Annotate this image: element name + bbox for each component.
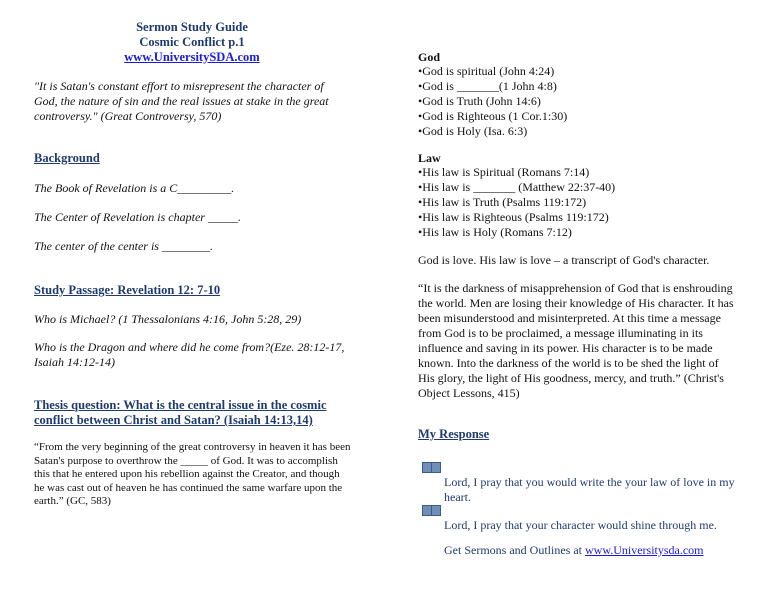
response-item-1: [422, 457, 742, 505]
god-item: •God is Truth (John 14:6): [418, 94, 541, 108]
study-item-2: Who is the Dragon and where did he come from?(Eze. 28:12-17, Isaiah 14:12-14): [34, 340, 345, 369]
background-heading: Background: [34, 151, 100, 165]
study-item-1: Who is Michael? (1 Thessalonians 4:16, John 5:28, 29): [34, 312, 302, 326]
law-item: •His law is Righteous (Psalms 119:172): [418, 210, 609, 224]
book-icon: [422, 504, 440, 515]
law-item: •His law is _______ (Matthew 22:37-40): [418, 180, 616, 194]
header-url-link[interactable]: www.UniversitySDA.com: [124, 50, 260, 64]
god-list: [418, 64, 748, 139]
background-item-1: The Book of Revelation is a C_________.: [34, 181, 235, 195]
response-heading: My Response: [418, 427, 490, 441]
law-item: •His law is Truth (Psalms 119:172): [418, 195, 587, 209]
book-icon: [422, 461, 440, 472]
background-item-2: The Center of Revelation is chapter _____.: [34, 210, 241, 224]
law-item: •His law is Holy (Romans 7:12): [418, 225, 572, 239]
footer-link[interactable]: www.Universitysda.com: [584, 543, 704, 557]
god-item: •God is _______(1 John 4:8): [418, 79, 557, 93]
law-list: [418, 165, 748, 240]
guide-header: [34, 20, 350, 65]
background-item-3: The center of the center is ________.: [34, 239, 213, 253]
response-item-2: [422, 500, 742, 533]
guide-title: Sermon Study Guide: [136, 20, 248, 34]
law-item: •His law is Spiritual (Romans 7:14): [418, 165, 590, 179]
guide-subtitle: Cosmic Conflict p.1: [139, 35, 245, 49]
response-text: Lord, I pray that you would write the your law of love in my heart.: [444, 475, 735, 504]
study-heading: Study Passage: Revelation 12: 7-10: [34, 283, 221, 297]
footer-text: Get Sermons and Outlines at: [444, 543, 585, 557]
god-heading: God: [418, 50, 441, 64]
thesis-quote: “From the very beginning of the great controversy in heaven it has been Satan's purpose to overthrow the _____ of God. It was to accomplish this that he entered upon his rebellion against the Creator, and though he was cast out of heaven he has continued the same warfare upon the earth.” (GC, 583): [34, 441, 351, 507]
footer: [444, 543, 704, 558]
god-item: •God is Holy (Isa. 6:3): [418, 124, 528, 138]
opening-quote: "It is Satan's constant effort to misrepresent the character of God, the nature of sin and the real issues at stake in the great controversy." (Great Controversy, 570): [34, 79, 329, 123]
law-heading: Law: [418, 151, 441, 165]
col-quote: “It is the darkness of misapprehension of God that is enshrouding the world. Men are losing their knowledge of His character. It has been misunderstood and misinterpreted. At this time a message from God is to be proclaimed, a message illuminating in its influence and saving in its power. His character is to be made known. Into the darkness of the world is to be shed the light of His glory, the light of His goodness, mercy, and truth.” (Christ's Object Lessons, 415): [418, 281, 734, 400]
god-item: •God is Righteous (1 Cor.1:30): [418, 109, 568, 123]
god-item: •God is spiritual (John 4:24): [418, 64, 555, 78]
thesis-heading: Thesis question: What is the central issue in the cosmic conflict between Christ and Satan? (Isaiah 14:13,14): [34, 398, 327, 427]
summary-statement: God is love. His law is love – a transcript of God's character.: [418, 253, 710, 267]
response-text: Lord, I pray that your character would shine through me.: [444, 518, 717, 532]
